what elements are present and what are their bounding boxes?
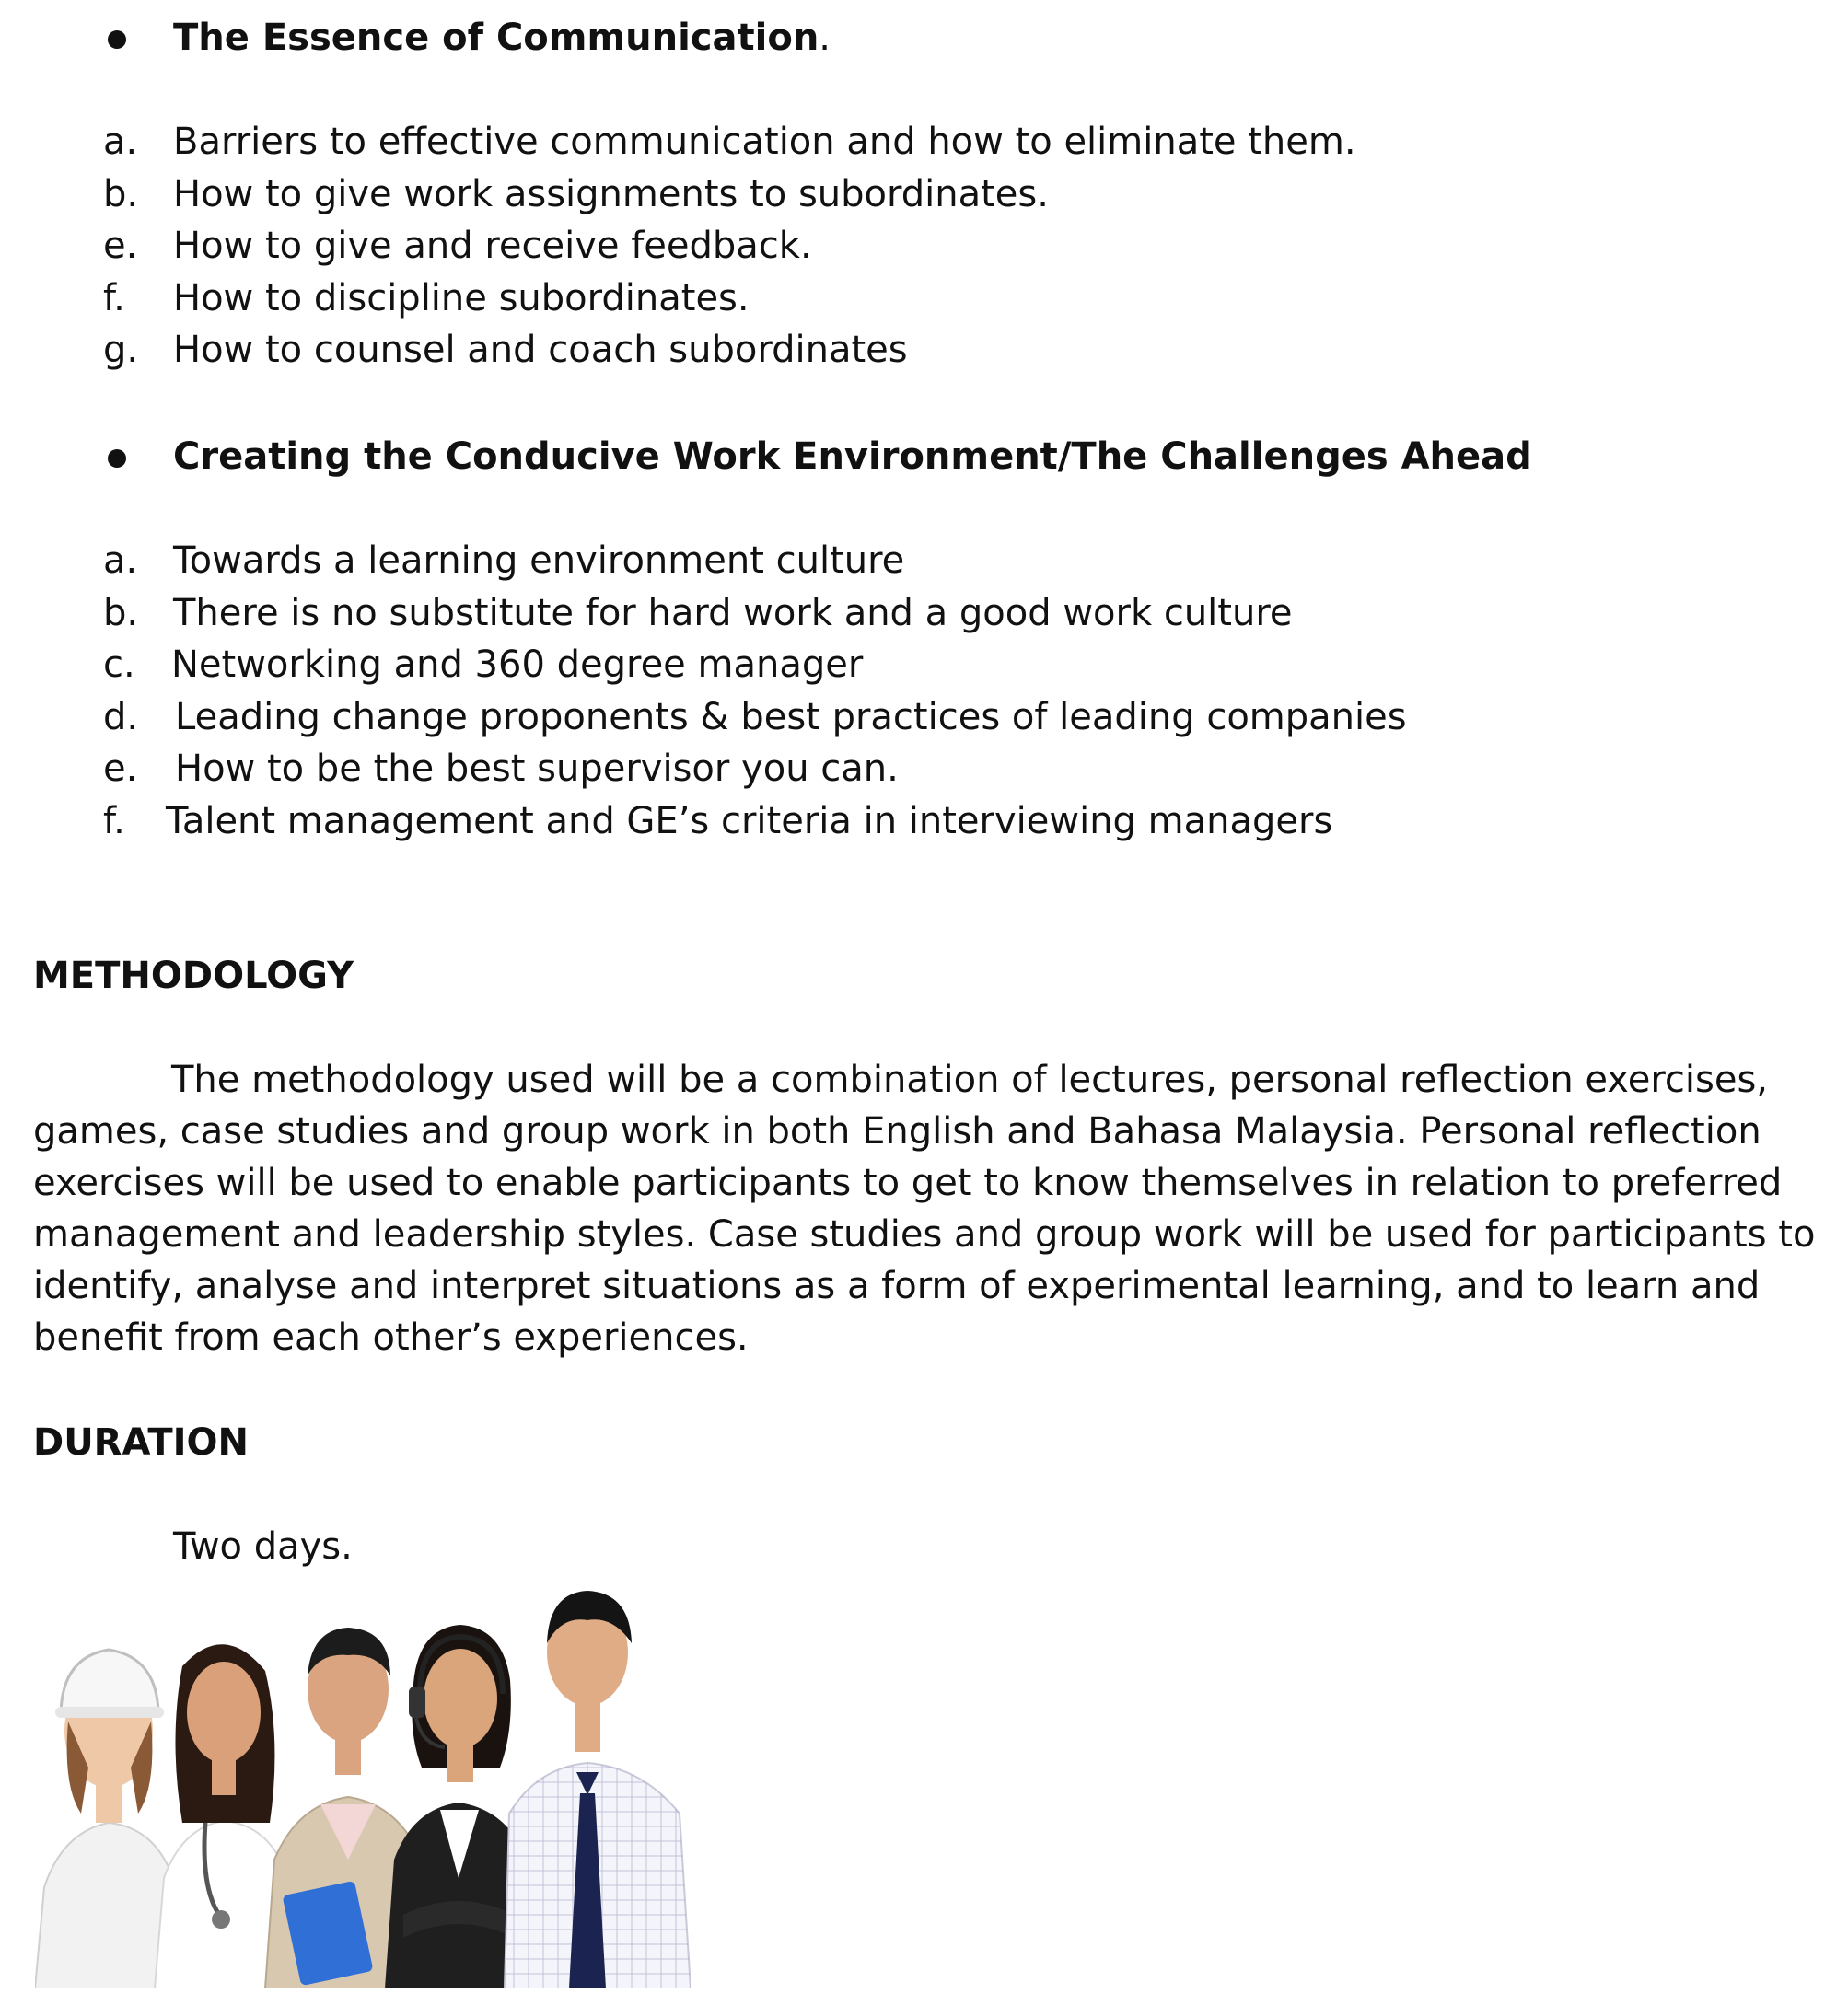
section1-title-text: The Essence of Communication bbox=[173, 17, 819, 59]
list-marker: b. bbox=[103, 592, 139, 634]
list-marker: e. bbox=[103, 748, 138, 790]
list-marker: f. bbox=[103, 277, 125, 319]
list-item: Barriers to effective communication and how to eliminate them. bbox=[173, 121, 1356, 163]
section1-title bbox=[173, 12, 831, 64]
list-marker: g. bbox=[103, 329, 139, 371]
duration-heading: DURATION bbox=[33, 1421, 249, 1464]
list-item: Networking and 360 degree manager bbox=[171, 643, 864, 686]
group-of-professionals-photo bbox=[35, 1583, 691, 1988]
list-item: Towards a learning environment culture bbox=[173, 539, 905, 582]
list-item: How to discipline subordinates. bbox=[173, 277, 750, 319]
list-marker: a. bbox=[103, 121, 138, 163]
person-businessman bbox=[505, 1591, 691, 1988]
section2-title: Creating the Conducive Work Environment/The Challenges Ahead bbox=[173, 435, 1532, 478]
list-item: There is no substitute for hard work and a good work culture bbox=[173, 592, 1293, 634]
list-marker: b. bbox=[103, 173, 139, 215]
methodology-heading: METHODOLOGY bbox=[33, 955, 354, 997]
methodology-text: The methodology used will be a combination of lectures, personal reflection exercises, games, case studies and group work in both English and Bahasa Malaysia. Personal reflection exercises will be used to enable participants to get to know themselves in relation to preferred management and leadership styles. Case studies and group work will be used for participants to identify, analyse and interpret situations as a form of experimental learning, and to learn and benefit from each other’s experiences. bbox=[33, 1059, 1816, 1359]
duration-text: Two days. bbox=[173, 1525, 353, 1568]
list-item: How to give and receive feedback. bbox=[173, 225, 812, 267]
bullet-dot bbox=[108, 30, 126, 49]
methodology-paragraph bbox=[33, 1054, 1819, 1363]
list-marker: e. bbox=[103, 225, 138, 267]
list-marker: a. bbox=[103, 539, 138, 582]
list-marker: d. bbox=[103, 696, 139, 738]
section1-title-punct: . bbox=[819, 17, 831, 59]
list-item: How to give work assignments to subordinates. bbox=[173, 173, 1049, 215]
list-marker: f. bbox=[103, 800, 125, 842]
list-item: How to counsel and coach subordinates bbox=[173, 329, 908, 371]
bullet-dot bbox=[108, 449, 126, 468]
list-item: Talent management and GE’s criteria in interviewing managers bbox=[166, 800, 1333, 842]
list-item: Leading change proponents & best practices of leading companies bbox=[175, 696, 1407, 738]
list-item: How to be the best supervisor you can. bbox=[175, 748, 899, 790]
list-marker: c. bbox=[103, 643, 135, 686]
